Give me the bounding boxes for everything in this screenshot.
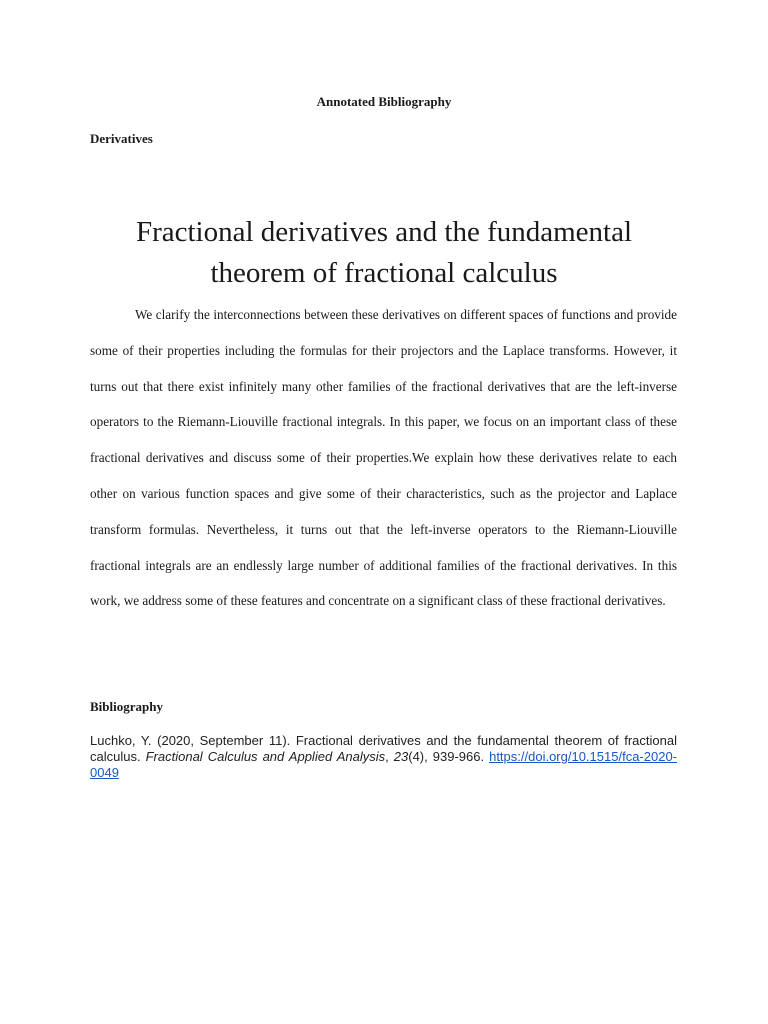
section-heading-derivatives: Derivatives xyxy=(90,131,153,146)
article-title: Fractional derivatives and the fundamental theorem of fractional calculus xyxy=(135,216,633,289)
citation-authors-title: Luchko, Y. (2020, September 11). Fractional derivatives and the fundamental theorem of fractional calculus. xyxy=(90,733,677,764)
citation-volume: 23 xyxy=(393,749,409,764)
citation-issue-pages: (4), 939-966. xyxy=(408,749,490,764)
citation-doi-link[interactable]: https://doi.org/10.1515/fca-2020-0049 xyxy=(90,749,677,780)
citation-entry xyxy=(90,733,677,781)
citation-separator: , xyxy=(385,749,394,764)
bibliography-heading: Bibliography xyxy=(90,699,163,714)
citation-journal: Fractional Calculus and Applied Analysis xyxy=(145,749,386,764)
document-title: Annotated Bibliography xyxy=(316,94,452,109)
abstract-paragraph: We clarify the interconnections between these derivatives on different spaces of functions and provide some of their properties including the formulas for their projectors and the Laplace transforms. However, it turns out that there exist infinitely many other families of the fractional derivatives that are the left-inverse operators to the Riemann-Liouville fractional integrals. In this paper, we focus on an important class of these fractional derivatives and discuss some of their properties.We explain how these derivatives relate to each other on various function spaces and give some of their characteristics, such as the projector and Laplace transform formulas. Nevertheless, it turns out that the left-inverse operators to the Riemann-Liouville fractional integrals are an endlessly large number of additional families of the fractional derivatives. In this work, we address some of these features and concentrate on a significant class of these fractional derivatives. xyxy=(90,307,677,609)
